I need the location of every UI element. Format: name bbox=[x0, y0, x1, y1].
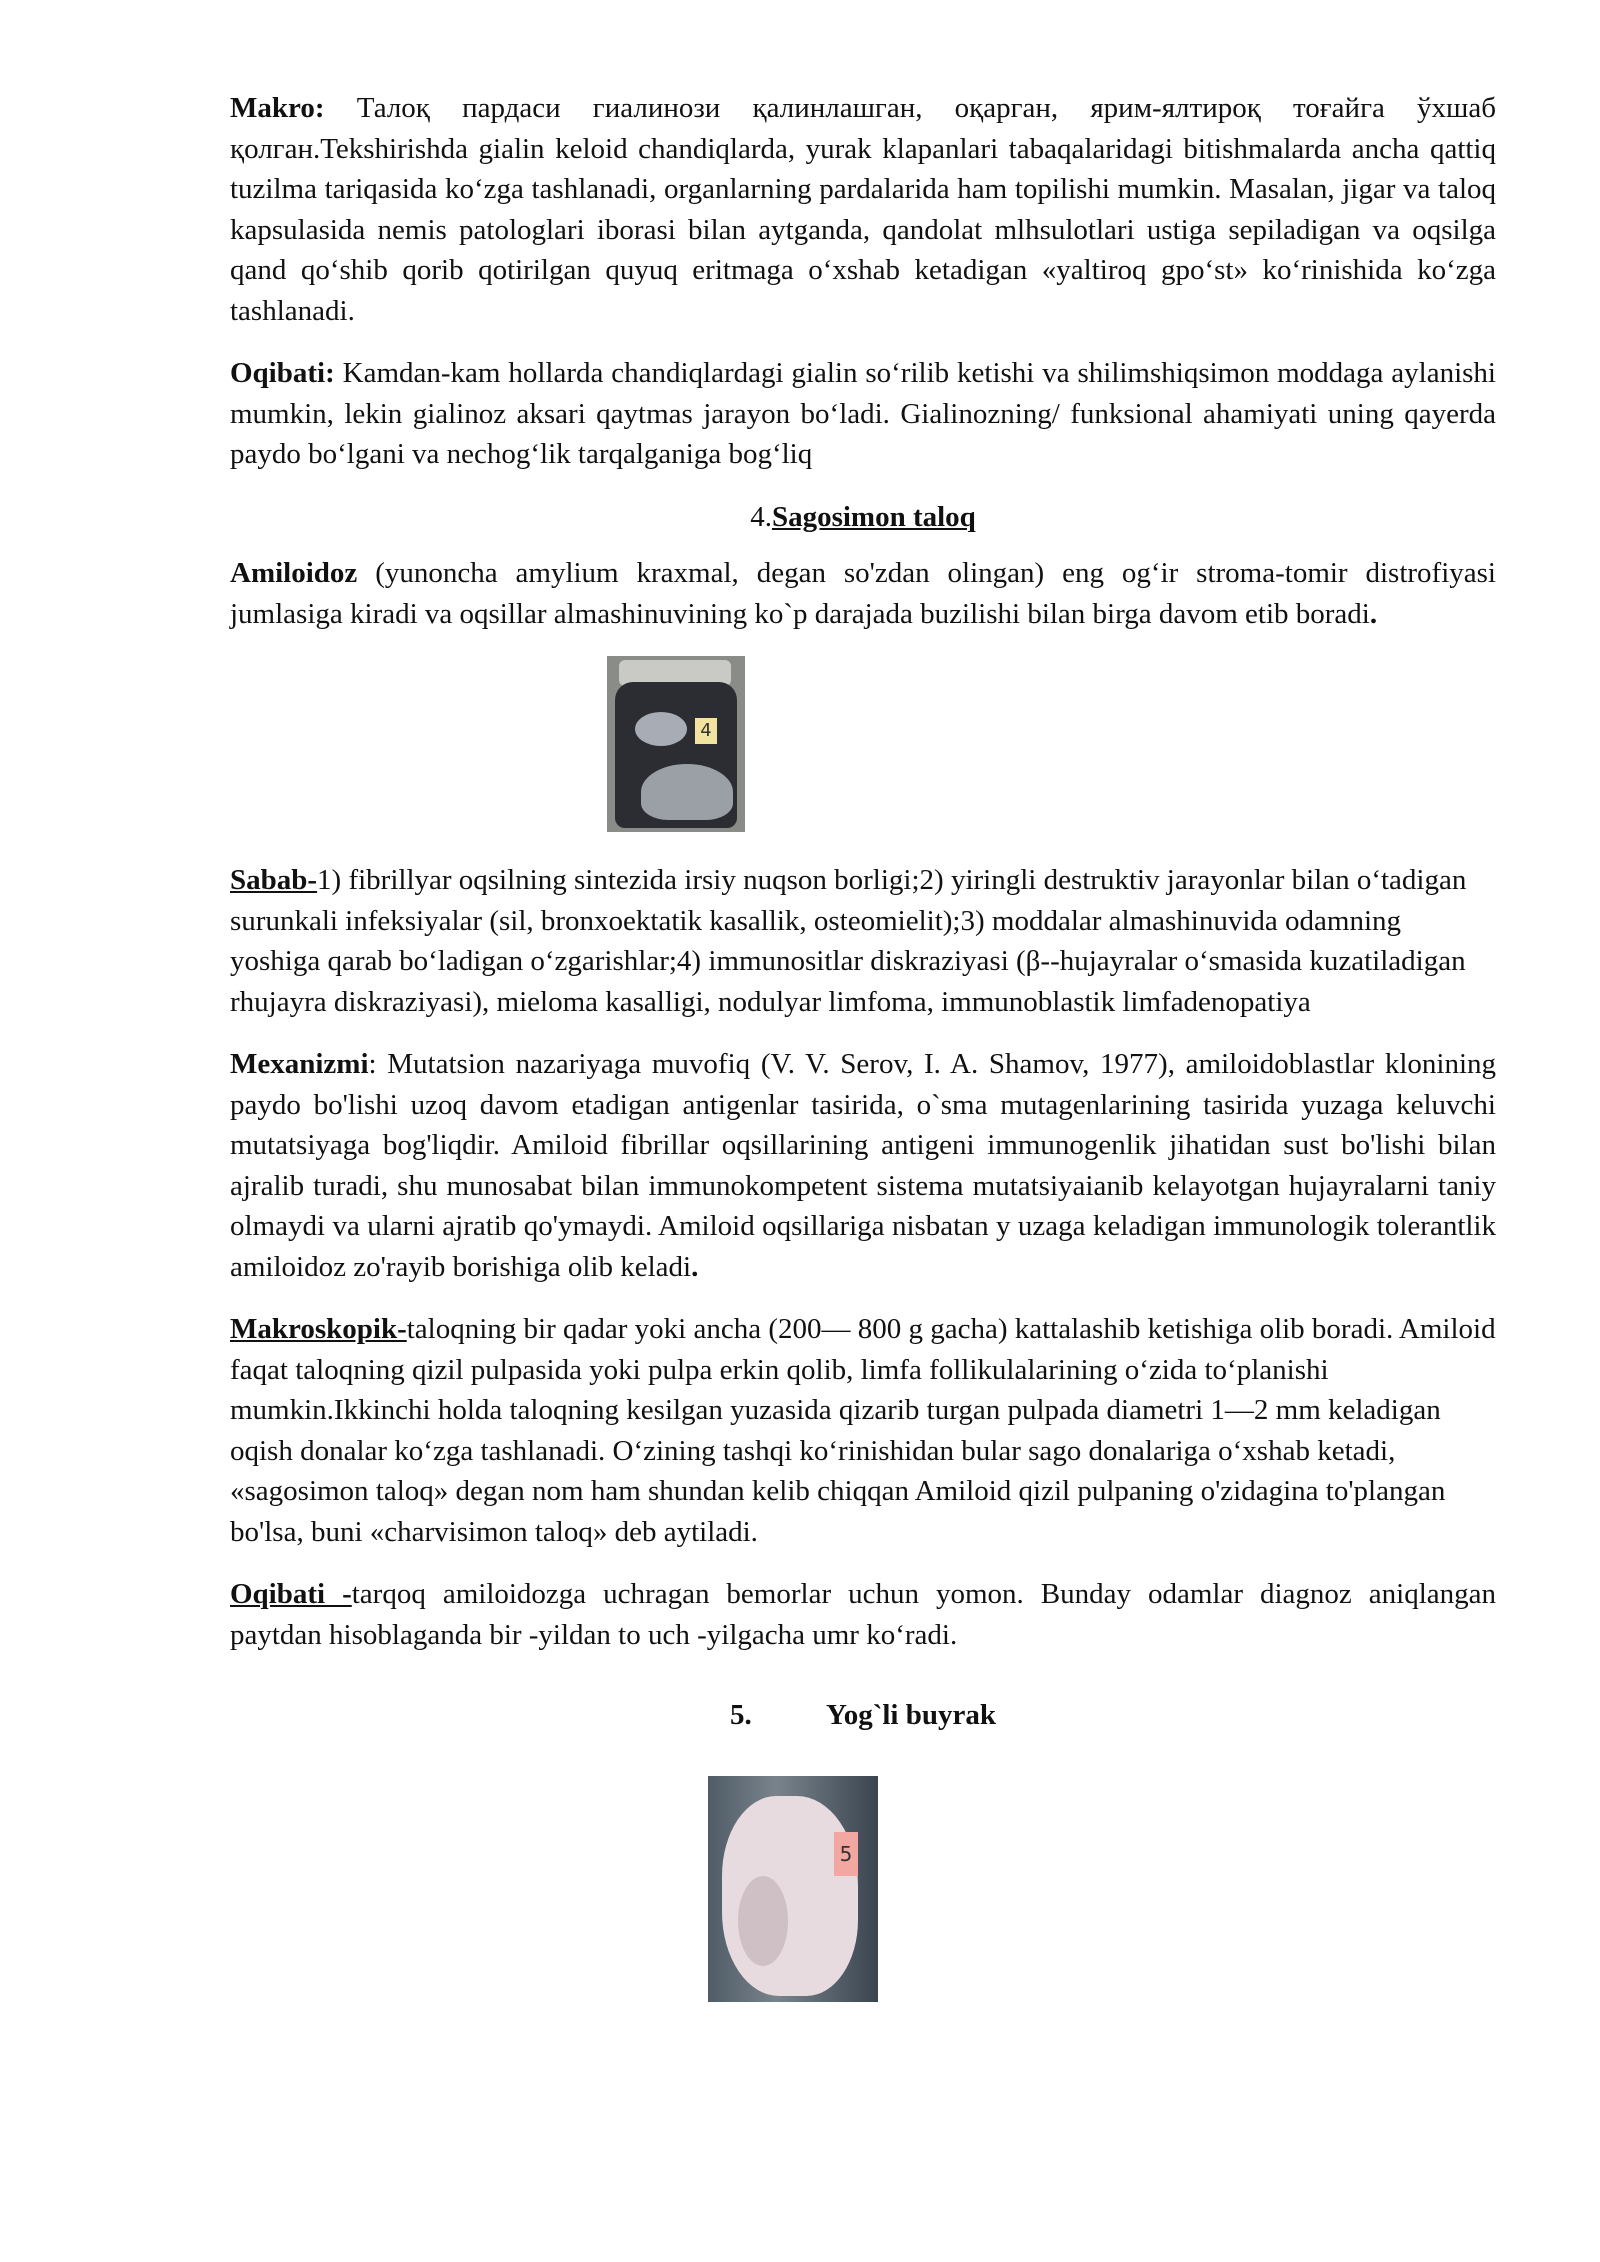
specimen-number-tag: 5 bbox=[834, 1832, 858, 1876]
paragraph-mexanizmi bbox=[230, 1044, 1496, 1287]
paragraph-oqibati bbox=[230, 353, 1496, 475]
specimen-number-tag: 4 bbox=[695, 718, 717, 744]
paragraph-label: Oqibati: bbox=[230, 357, 335, 389]
section-number: 5. bbox=[729, 1699, 752, 1731]
jar-gloss bbox=[635, 712, 687, 746]
paragraph-text: Kamdan-kam hollarda chandiqlardagi gialin soʻrilib ketishi va shilimshiqsimon moddaga aylanishi mumkin, lekin gialinoz aksari qaytmas jarayon boʻladi. Gialinozning/ funksional ahamiyati uning qayerda paydo boʻlgani va nechogʻlik tarqalganiga bogʻliq bbox=[230, 357, 1496, 470]
paragraph-end: . bbox=[691, 1250, 699, 1283]
paragraph-label: Amiloidoz bbox=[230, 557, 358, 589]
paragraph-text: tarqoq amiloidozga uchragan bemorlar uchun yomon. Bunday odamlar diagnoz aniqlangan paytdan hisoblaganda bir -yildan to uch -yilgacha umr koʻradi. bbox=[230, 1578, 1497, 1651]
section-number: 4. bbox=[750, 500, 772, 533]
section-heading-4 bbox=[230, 497, 1496, 538]
specimen-organ bbox=[641, 764, 733, 820]
paragraph-label: Mexanizmi bbox=[230, 1048, 369, 1080]
figure-jar-specimen bbox=[607, 656, 1496, 832]
organ-shadow bbox=[738, 1876, 788, 1966]
paragraph-label: Sabab- bbox=[230, 864, 318, 896]
section-title: Sagosimon taloq bbox=[771, 500, 976, 533]
paragraph-end: . bbox=[1369, 597, 1378, 630]
paragraph-oqibati-2 bbox=[230, 1574, 1496, 1655]
paragraph-makro bbox=[230, 88, 1496, 331]
paragraph-amiloidoz bbox=[230, 553, 1496, 634]
paragraph-text: Талоқ пардаси гиалинози қалинлашган, оқарган, ярим-ялтироқ тоғайга ўхшаб қолган.Tekshirishda gialin keloid chandiqlarda, yurak klapanlari tabaqalaridagi bitishmalarda ancha qattiq tuzilma tariqasida koʻzga tashlanadi, organlarning pardalarida ham topilishi mumkin. Masalan, jigar va taloq kapsulasida nemis patologlari iborasi bilan aytganda, qandolat mlhsulotlari ustiga sepiladigan va oqsilga qand qoʻshib qorib qotirilgan quyuq eritmaga oʻxshab ketadigan «yaltiroq gpoʻst» koʻrinishida koʻzga tashlanadi. bbox=[230, 92, 1496, 327]
specimen-kidney-photo bbox=[708, 1776, 878, 2002]
section-heading-5 bbox=[230, 1695, 1496, 1736]
paragraph-text: : Mutatsion nazariyaga muvofiq (V. V. Serov, I. A. Shamov, 1977), amiloidoblastlar klonining paydo bo'lishi uzoq davom etadigan antigenlar tasirida, o`sma mutagenlarining tasirida yuzaga keluvchi mutatsiyaga bog'liqdir. Amiloid fibrillar oqsillarining antigeni immunogenlik jihatidan sust bo'lishi bilan ajralib turadi, shu munosabat bilan immunokompetent sistema mutatsiyaianib kelayotgan hujayralarni taniy olmaydi va ularni ajratib qo'ymaydi. Amiloid oqsillariga nisbatan y uzaga keladigan immunologik tolerantlik amiloidoz zo'rayib borishiga olib keladi bbox=[230, 1048, 1496, 1283]
paragraph-text: (yunoncha amylium kraxmal, degan so'zdan olingan) eng ogʻir stroma-tomir distrofiyasi jumlasiga kiradi va oqsillar almashinuvining ko`p darajada buzilishi bilan birga davom etib boradi bbox=[230, 557, 1496, 630]
paragraph-text: 1) fibrillyar oqsilning sintezida irsiy nuqson borligi;2) yiringli destruktiv jarayonlar bilan oʻtadigan surunkali infeksiyalar (sil, bronxoektatik kasallik, osteomielit);3) moddalar almashinuvida odamning yoshiga qarab boʻladigan oʻzgarishlar;4) immunositlar diskraziyasi (β--hujayralar oʻsmasida kuzatiladigan rhujayra diskraziyasi), mieloma kasalligi, nodulyar limfoma, immunoblastik limfadenopatiya bbox=[230, 864, 1467, 1018]
specimen-jar-photo bbox=[607, 656, 745, 832]
paragraph-sabab bbox=[230, 860, 1496, 1022]
paragraph-label: Makroskopik- bbox=[230, 1313, 407, 1345]
figure-kidney-specimen bbox=[708, 1776, 1496, 2002]
paragraph-label: Oqibati - bbox=[230, 1578, 352, 1610]
section-title: Yog`li buyrak bbox=[825, 1699, 996, 1731]
paragraph-label: Makro: bbox=[230, 92, 325, 124]
document-page bbox=[230, 88, 1496, 2002]
paragraph-text: taloqning bir qadar yoki ancha (200— 800 g gacha) kattalashib ketishiga olib boradi. Amiloid faqat taloqning qizil pulpasida yoki pulpa erkin qolib, limfa follikulalarining oʻzida toʻplanishi mumkin.Ikkinchi holda taloqning kesilgan yuzasida qizarib turgan pulpada diametri 1—2 mm keladigan oqish donalar koʻzga tashlanadi. Oʻzining tashqi koʻrinishidan bular sago donalariga oʻxshab ketadi, «sagosimon taloq» degan nom ham shundan kelib chiqqan Amiloid qizil pulpaning o'zidagina to'plangan bo'lsa, buni «charvisimon taloq» deb aytiladi. bbox=[230, 1313, 1496, 1548]
paragraph-makroskopik bbox=[230, 1309, 1496, 1552]
